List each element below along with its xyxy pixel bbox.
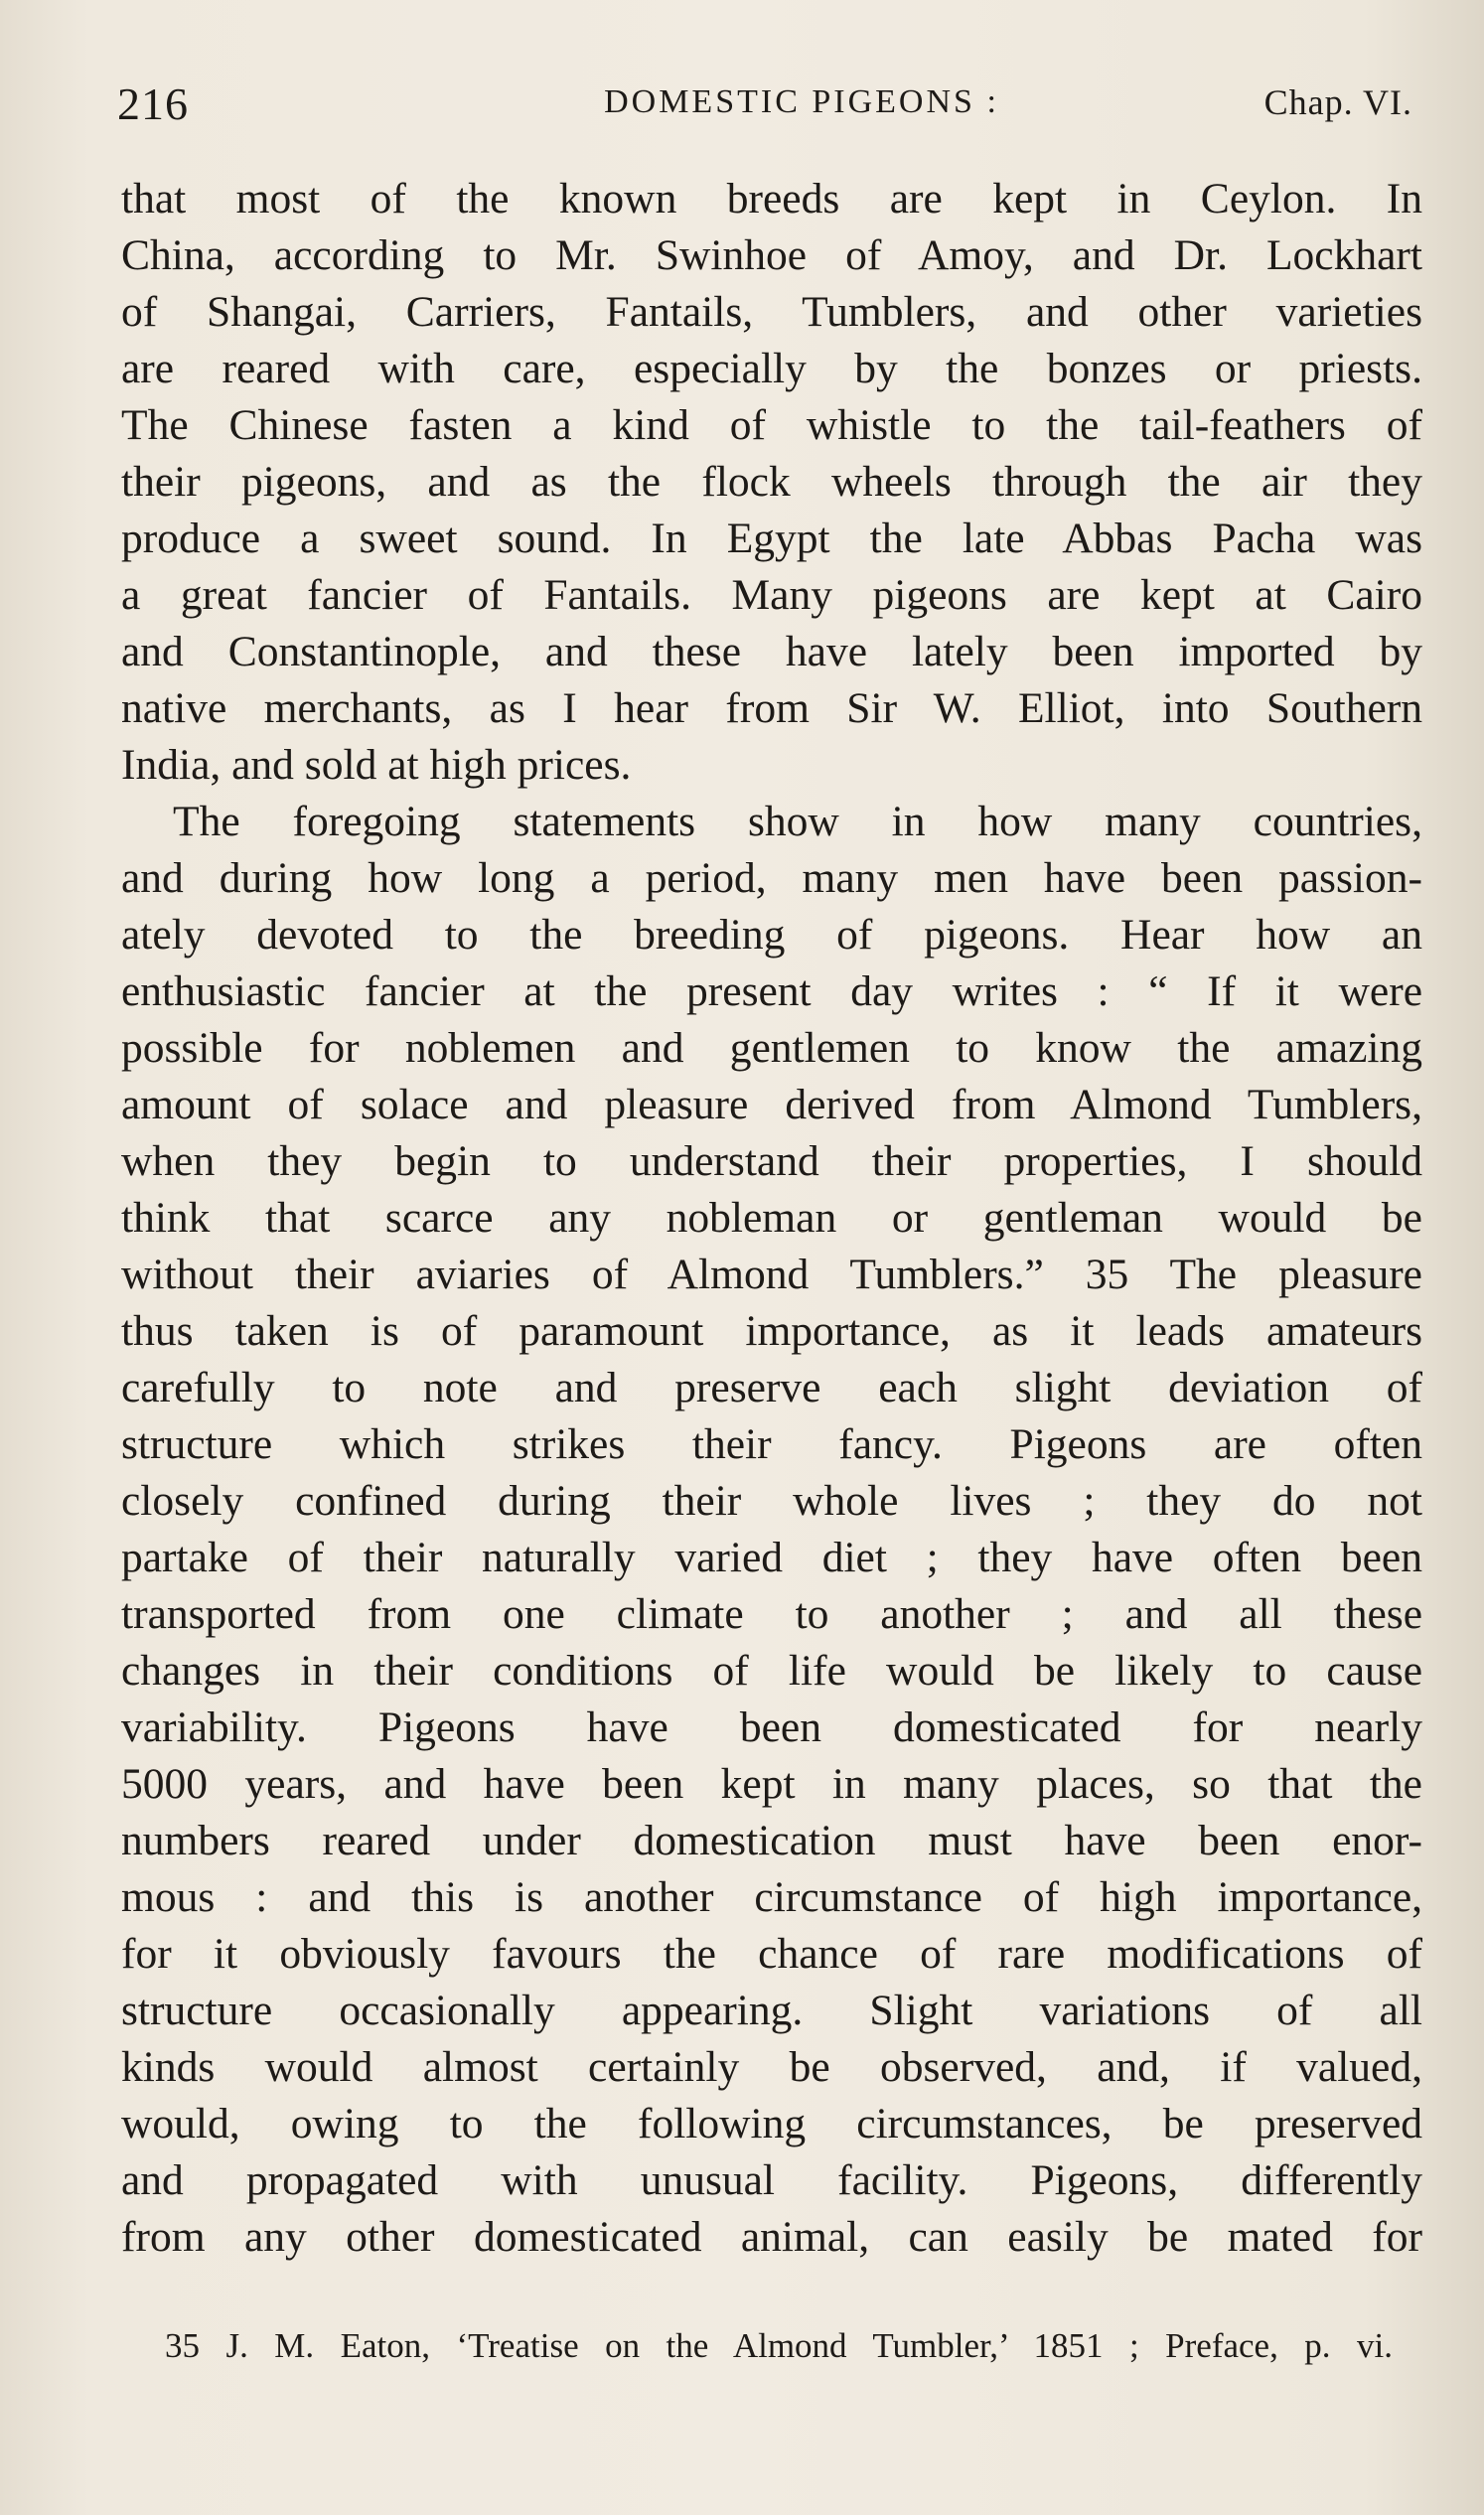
running-title: DOMESTIC PIGEONS : (604, 83, 999, 120)
text-line: changes in their conditions of life would be likely to cause (121, 1647, 1422, 1695)
footnote: 35 J. M. Eaton, ‘Treatise on the Almond Tumbler,’ 1851 ; Preface, p. vi. (165, 2326, 1393, 2365)
text-line: that most of the known breeds are kept in Ceylon. In (121, 175, 1422, 222)
text-line: and propagated with unusual facility. Pigeons, differently (121, 2156, 1422, 2204)
text-line: thus taken is of paramount importance, as it leads amateurs (121, 1307, 1422, 1355)
text-line: for it obviously favours the chance of rare modifications of (121, 1930, 1422, 1978)
text-line: mous : and this is another circumstance of high importance, (121, 1873, 1422, 1921)
text-line: their pigeons, and as the flock wheels through the air they (121, 458, 1422, 506)
text-line: ately devoted to the breeding of pigeons. Hear how an (121, 911, 1422, 959)
text-line: from any other domesticated animal, can easily be mated for (121, 2213, 1422, 2261)
text-line: of Shangai, Carriers, Fantails, Tumblers, and other varieties (121, 288, 1422, 336)
text-line: partake of their naturally varied diet ; they have often been (121, 1534, 1422, 1581)
chapter-reference: Chap. VI. (1263, 82, 1412, 122)
text-line: China, according to Mr. Swinhoe of Amoy, and Dr. Lockhart (121, 231, 1422, 279)
text-line: carefully to note and preserve each slight deviation of (121, 1364, 1422, 1411)
text-line: The foregoing statements show in how many countries, (173, 798, 1422, 845)
text-line: and during how long a period, many men have been passion- (121, 854, 1422, 902)
text-line: 5000 years, and have been kept in many places, so that the (121, 1760, 1422, 1808)
text-line: numbers reared under domestication must have been enor- (121, 1817, 1422, 1864)
text-line: and Constantinople, and these have lately been imported by (121, 628, 1422, 675)
text-line: structure occasionally appearing. Slight variations of all (121, 1987, 1422, 2034)
text-line: The Chinese fasten a kind of whistle to the tail-feathers of (121, 401, 1422, 449)
text-line: think that scarce any nobleman or gentleman would be (121, 1194, 1422, 1242)
body-text (121, 171, 1422, 2266)
text-line: transported from one climate to another ; and all these (121, 1590, 1422, 1638)
text-line: produce a sweet sound. In Egypt the late Abbas Pacha was (121, 515, 1422, 562)
text-line: closely confined during their whole lives ; they do not (121, 1477, 1422, 1525)
page-number: 216 (117, 78, 189, 129)
text-line: without their aviaries of Almond Tumblers.” 35 The pleasure (121, 1251, 1422, 1298)
text-line: possible for noblemen and gentlemen to know the amazing (121, 1024, 1422, 1072)
text-line: India, and sold at high prices. (121, 741, 632, 789)
text-line: kinds would almost certainly be observed, and, if valued, (121, 2043, 1422, 2091)
text-line: structure which strikes their fancy. Pigeons are often (121, 1420, 1422, 1468)
text-line: variability. Pigeons have been domesticated for nearly (121, 1703, 1422, 1751)
text-line: are reared with care, especially by the bonzes or priests. (121, 345, 1422, 392)
text-line: a great fancier of Fantails. Many pigeons are kept at Cairo (121, 571, 1422, 619)
text-line: amount of solace and pleasure derived from Almond Tumblers, (121, 1081, 1422, 1128)
text-line: enthusiastic fancier at the present day writes : “ If it were (121, 967, 1422, 1015)
text-line: native merchants, as I hear from Sir W. Elliot, into Southern (121, 684, 1422, 732)
page-header (117, 77, 1426, 137)
text-line: would, owing to the following circumstances, be preserved (121, 2100, 1422, 2147)
text-line: when they begin to understand their properties, I should (121, 1137, 1422, 1185)
